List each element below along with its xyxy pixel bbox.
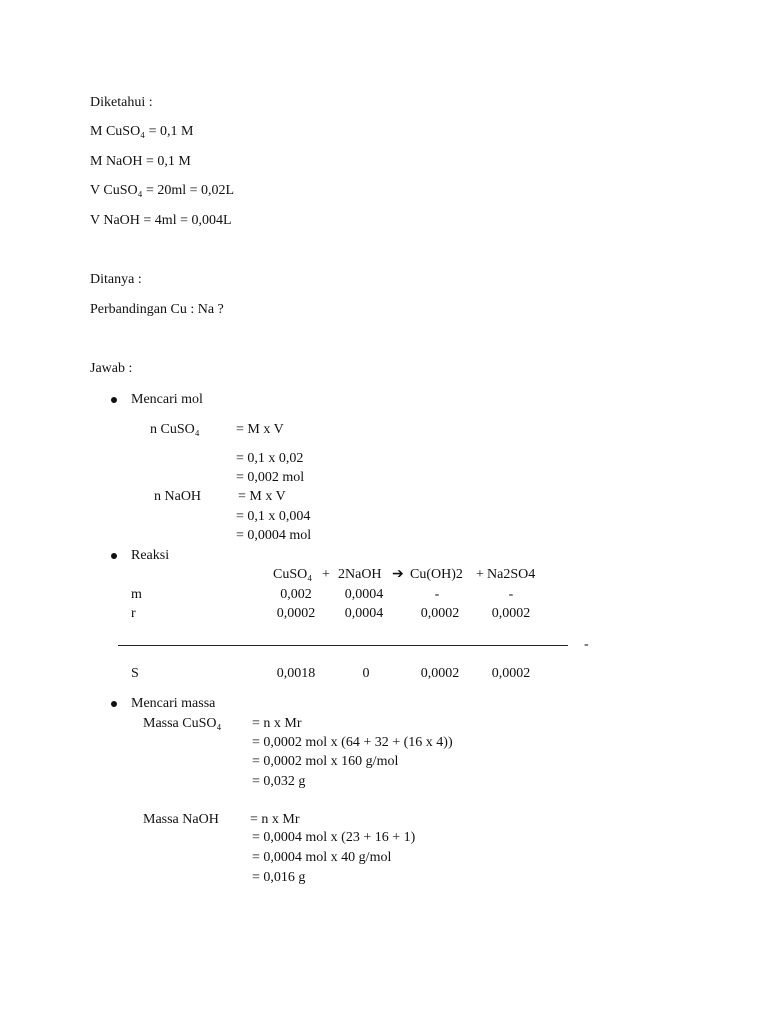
product-na2so4: Na2SO4 <box>487 567 536 582</box>
ditanya-heading: Ditanya : <box>90 272 142 287</box>
section-title-mol: Mencari mol <box>131 392 203 407</box>
bullet-icon <box>111 701 117 707</box>
jawab-heading: Jawab : <box>90 361 133 376</box>
n-cuso4-step: = 0,002 mol <box>236 470 305 485</box>
row-label-m: m <box>131 587 142 602</box>
cell-value: 0,0004 <box>344 587 384 602</box>
cell-value: - <box>508 587 514 602</box>
cell-value: 0,0002 <box>420 606 460 621</box>
massa-naoh-step: = n x Mr <box>250 812 300 827</box>
given-line: V CuSO₄ = 20ml = 0,02L <box>90 183 235 198</box>
diketahui-heading: Diketahui : <box>90 95 153 110</box>
massa-cuso4-step: = 0,0002 mol x 160 g/mol <box>252 754 399 769</box>
reactant-cuso4: CuSO₄ <box>273 567 313 582</box>
bullet-icon <box>111 553 117 559</box>
massa-naoh-label: Massa NaOH <box>143 812 219 827</box>
cell-value: 0,0004 <box>344 606 384 621</box>
cell-value: 0,0002 <box>276 606 316 621</box>
n-naoh-step: = M x V <box>238 489 286 504</box>
plus-sign: + <box>322 567 330 582</box>
given-line: M CuSO₄ = 0,1 M <box>90 124 194 139</box>
subtraction-line <box>118 645 568 646</box>
cell-value: 0,0002 <box>420 666 460 681</box>
reaction-arrow-icon: ➔ <box>392 567 404 582</box>
row-label-s: S <box>131 666 139 681</box>
massa-cuso4-step: = 0,032 g <box>252 774 306 789</box>
massa-cuso4-label: Massa CuSO₄ <box>143 716 222 731</box>
massa-naoh-step: = 0,0004 mol x (23 + 16 + 1) <box>252 830 416 845</box>
question-text: Perbandingan Cu : Na ? <box>90 302 224 317</box>
n-naoh-step: = 0,1 x 0,004 <box>236 509 311 524</box>
massa-naoh-step: = 0,016 g <box>252 870 306 885</box>
n-cuso4-step: = 0,1 x 0,02 <box>236 451 304 466</box>
cell-value: 0 <box>362 666 370 681</box>
n-naoh-step: = 0,0004 mol <box>236 528 312 543</box>
cell-value: 0,0002 <box>491 606 531 621</box>
product-cuoh2: Cu(OH)2 <box>410 567 463 582</box>
massa-naoh-step: = 0,0004 mol x 40 g/mol <box>252 850 392 865</box>
n-cuso4-label: n CuSO₄ <box>150 422 200 437</box>
minus-sign: - <box>584 637 589 652</box>
given-line: M NaOH = 0,1 M <box>90 154 191 169</box>
n-naoh-label: n NaOH <box>154 489 202 504</box>
reactant-naoh: 2NaOH <box>338 567 382 582</box>
massa-cuso4-step: = 0,0002 mol x (64 + 32 + (16 x 4)) <box>252 735 453 750</box>
row-label-r: r <box>131 606 136 621</box>
bullet-icon <box>111 397 117 403</box>
cell-value: 0,0002 <box>491 666 531 681</box>
n-cuso4-step: = M x V <box>236 422 284 437</box>
cell-value: 0,002 <box>280 587 312 602</box>
given-line: V NaOH = 4ml = 0,004L <box>90 213 232 228</box>
plus-sign: + <box>476 567 484 582</box>
cell-value: 0,0018 <box>276 666 316 681</box>
massa-cuso4-step: = n x Mr <box>252 716 302 731</box>
cell-value: - <box>434 587 440 602</box>
section-title-reaksi: Reaksi <box>131 548 170 563</box>
section-title-massa: Mencari massa <box>131 696 216 711</box>
